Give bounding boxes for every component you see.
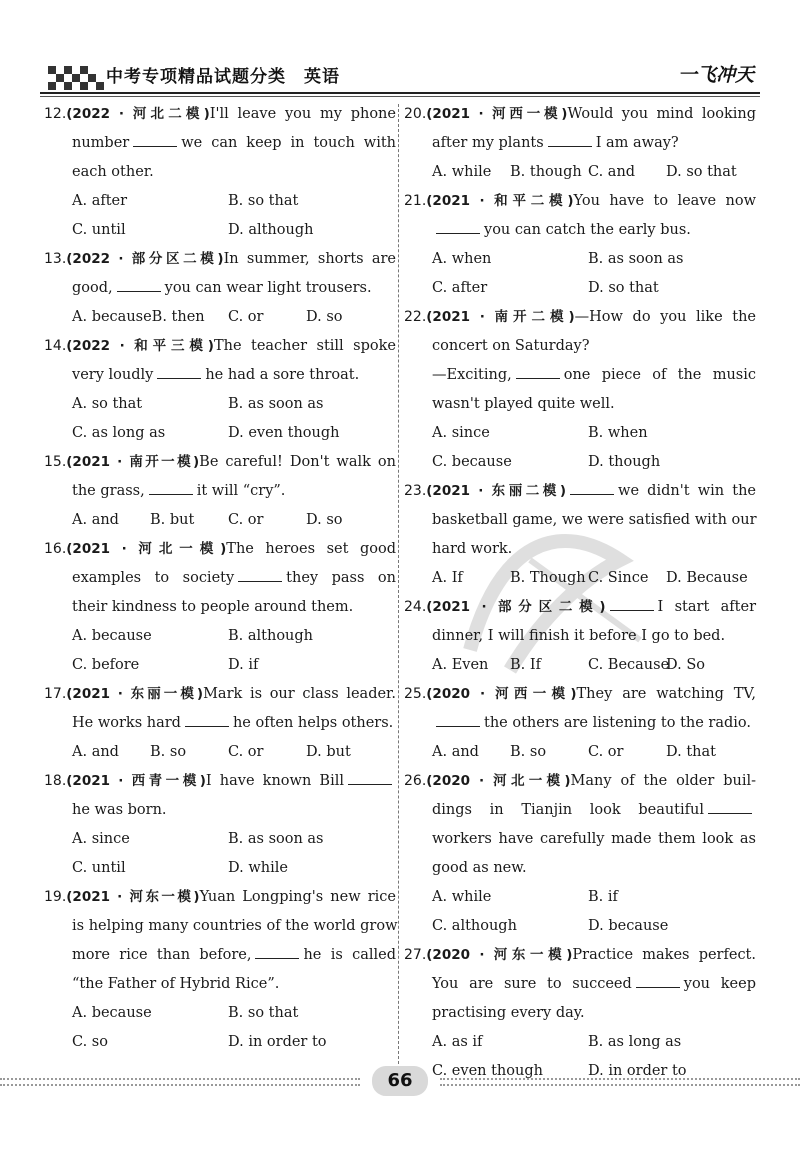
- header-title: 中考专项精品试题分类 英语: [106, 67, 340, 87]
- option-a[interactable]: A. after: [72, 193, 128, 209]
- question-text: “the Father of Hybrid Rice”.: [72, 976, 280, 992]
- answer-options: [404, 448, 756, 477]
- question-text: Many of the older buil-: [570, 773, 756, 789]
- question-text: The teacher still spoke: [213, 338, 396, 354]
- option-b[interactable]: B. when: [588, 425, 648, 441]
- page-header: [40, 52, 760, 94]
- option-d[interactable]: D. in order to: [588, 1063, 687, 1079]
- question-text: Yuan Longping's new rice: [199, 889, 396, 905]
- answer-options: [404, 883, 756, 912]
- option-c[interactable]: C. or: [228, 744, 264, 760]
- question-text: more rice than before,: [72, 947, 252, 963]
- question-text: In summer, shorts are: [223, 251, 396, 267]
- answer-blank[interactable]: [149, 479, 193, 495]
- answer-options: [404, 1028, 756, 1057]
- question-source: (2020 · 河北一模): [426, 773, 571, 789]
- column-divider: [398, 104, 399, 1064]
- answer-options: [44, 216, 396, 245]
- question-text: we didn't win the: [618, 483, 756, 499]
- question-text: very loudly: [72, 367, 154, 383]
- question-27: [404, 941, 756, 1086]
- right-column: [404, 100, 756, 1086]
- question-22: [404, 303, 756, 477]
- question-text: he had a sore throat.: [205, 367, 360, 383]
- answer-options: [404, 564, 756, 593]
- question-number: 24.: [404, 599, 427, 615]
- question-text: dinner, I will finish it before I go to bed.: [432, 628, 726, 644]
- question-text: each other.: [72, 164, 154, 180]
- option-d[interactable]: D. but: [306, 744, 351, 760]
- option-c[interactable]: C. so: [72, 1034, 108, 1050]
- answer-options: [44, 825, 396, 854]
- answer-options: [44, 419, 396, 448]
- option-a[interactable]: A. while: [432, 889, 492, 905]
- option-b[interactable]: B. as soon as: [228, 396, 324, 412]
- answer-blank[interactable]: [157, 363, 201, 379]
- answer-blank[interactable]: [133, 131, 177, 147]
- option-b[interactable]: B. Though: [510, 570, 586, 586]
- footer-decoration: [440, 1078, 800, 1086]
- question-text: the others are listening to the radio.: [484, 715, 752, 731]
- question-number: 26.: [404, 773, 427, 789]
- question-text: practising every day.: [432, 1005, 585, 1021]
- option-d[interactable]: D. So: [666, 657, 705, 673]
- option-a[interactable]: A. and: [72, 512, 119, 528]
- option-a[interactable]: A. since: [432, 425, 490, 441]
- question-text: their kindness to people around them.: [72, 599, 354, 615]
- answer-options: [44, 651, 396, 680]
- option-c[interactable]: C. before: [72, 657, 140, 673]
- option-c[interactable]: C. as long as: [72, 425, 166, 441]
- question-26: [404, 767, 756, 941]
- answer-options: [44, 390, 396, 419]
- question-text: Practice makes perfect.: [572, 947, 756, 963]
- question-text: good as new.: [432, 860, 527, 876]
- question-text: we can keep in touch with: [181, 135, 396, 151]
- answer-blank[interactable]: [117, 276, 161, 292]
- option-d[interactable]: D. that: [666, 744, 716, 760]
- option-c[interactable]: C. because: [432, 454, 512, 470]
- option-c[interactable]: C. even though: [432, 1063, 543, 1079]
- option-c[interactable]: C. and: [588, 164, 636, 180]
- question-number: 12.: [44, 106, 67, 122]
- question-text: after my plants: [432, 135, 544, 151]
- answer-options: [404, 651, 756, 680]
- answer-blank[interactable]: [238, 566, 282, 582]
- answer-options: [44, 622, 396, 651]
- question-number: 17.: [44, 686, 67, 702]
- option-a[interactable]: A. If: [432, 570, 463, 586]
- answer-options: [44, 303, 396, 332]
- option-a[interactable]: A. since: [72, 831, 130, 847]
- option-b[interactable]: B. as soon as: [228, 831, 324, 847]
- question-text: I'll leave you my phone: [209, 106, 396, 122]
- option-c[interactable]: C. until: [72, 222, 126, 238]
- question-text: I start after: [657, 599, 756, 615]
- option-b[interactable]: B. although: [228, 628, 314, 644]
- header-rule-thin: [40, 96, 760, 97]
- answer-options: [44, 506, 396, 535]
- answer-blank[interactable]: [610, 595, 654, 611]
- question-source: (2021 · 南开一模): [66, 454, 200, 470]
- question-text: Be careful! Don't walk on: [199, 454, 396, 470]
- question-text: number: [72, 135, 130, 151]
- question-24: [404, 593, 756, 680]
- question-text: dings in Tianjin look beautiful: [432, 802, 704, 818]
- option-b[interactable]: B. If: [510, 657, 541, 673]
- question-text: the grass,: [72, 483, 145, 499]
- option-b[interactable]: B. if: [588, 889, 618, 905]
- question-text: —How do you like the: [574, 309, 756, 325]
- answer-options: [404, 738, 756, 767]
- option-c[interactable]: C. after: [432, 280, 488, 296]
- answer-blank[interactable]: [185, 711, 229, 727]
- option-c[interactable]: C. or: [228, 309, 264, 325]
- answer-blank[interactable]: [348, 769, 392, 785]
- question-number: 27.: [404, 947, 427, 963]
- question-text: he was born.: [72, 802, 167, 818]
- question-source: (2021 · 东丽二模): [426, 483, 567, 499]
- option-d[interactable]: D. so: [306, 309, 343, 325]
- question-text: one piece of the music: [563, 367, 756, 383]
- option-a[interactable]: A. because: [72, 1005, 152, 1021]
- question-text: he often helps others.: [232, 715, 394, 731]
- left-column: [44, 100, 396, 1057]
- question-number: 22.: [404, 309, 427, 325]
- question-13: [44, 245, 396, 332]
- option-b[interactable]: B. though: [510, 164, 582, 180]
- option-d[interactable]: D. if: [228, 657, 259, 673]
- question-20: [404, 100, 756, 187]
- question-text: examples to society: [72, 570, 235, 586]
- question-text: they pass on: [286, 570, 396, 586]
- option-b[interactable]: B. so: [510, 744, 547, 760]
- answer-options: [44, 187, 396, 216]
- answer-blank[interactable]: [636, 972, 680, 988]
- question-number: 20.: [404, 106, 427, 122]
- question-source: (2021 · 西青一模): [66, 773, 206, 789]
- question-source: (2022 · 部分区二模): [66, 251, 224, 267]
- option-c[interactable]: C. Because: [588, 657, 670, 673]
- question-source: (2022 · 和平三模): [66, 338, 214, 354]
- question-text: is helping many countries of the world grow: [72, 918, 398, 934]
- question-text: hard work.: [432, 541, 513, 557]
- answer-options: [404, 419, 756, 448]
- question-25: [404, 680, 756, 767]
- option-a[interactable]: A. so that: [72, 396, 143, 412]
- question-text: it will “cry”.: [196, 483, 286, 499]
- option-a[interactable]: A. Even: [432, 657, 489, 673]
- question-number: 15.: [44, 454, 67, 470]
- question-text: You are sure to succeed: [432, 976, 632, 992]
- option-d[interactable]: D. so that: [588, 280, 659, 296]
- answer-blank[interactable]: [548, 131, 592, 147]
- question-text: you can catch the early bus.: [484, 222, 691, 238]
- option-a-b[interactable]: A. becauseB. then: [72, 309, 205, 325]
- option-c[interactable]: C. or: [228, 512, 264, 528]
- page-footer: [0, 1066, 800, 1096]
- option-a[interactable]: A. as if: [432, 1034, 483, 1050]
- question-source: (2021 · 和平二模): [426, 193, 574, 209]
- question-text: good,: [72, 280, 113, 296]
- option-b[interactable]: B. as soon as: [588, 251, 684, 267]
- question-text: He works hard: [72, 715, 181, 731]
- answer-blank[interactable]: [255, 943, 299, 959]
- question-source: (2021 · 东丽一模): [66, 686, 204, 702]
- question-number: 13.: [44, 251, 67, 267]
- question-16: [44, 535, 396, 680]
- option-a[interactable]: A. because: [72, 628, 152, 644]
- question-source: (2022 · 河北二模): [66, 106, 210, 122]
- question-number: 25.: [404, 686, 427, 702]
- question-18: [44, 767, 396, 883]
- answer-options: [404, 912, 756, 941]
- question-number: 21.: [404, 193, 427, 209]
- option-b[interactable]: B. so that: [228, 193, 299, 209]
- question-17: [44, 680, 396, 767]
- option-b[interactable]: B. so: [150, 744, 187, 760]
- option-d[interactable]: D. Because: [666, 570, 748, 586]
- option-b[interactable]: B. but: [150, 512, 195, 528]
- question-text: wasn't played quite well.: [432, 396, 615, 412]
- option-c[interactable]: C. Since: [588, 570, 649, 586]
- question-text: he is called: [303, 947, 396, 963]
- header-rule: [40, 92, 760, 94]
- question-text: They are watching TV,: [576, 686, 756, 702]
- answer-options: [44, 999, 396, 1028]
- question-15: [44, 448, 396, 535]
- answer-blank[interactable]: [570, 479, 614, 495]
- question-text: workers have carefully made them look as: [432, 831, 756, 847]
- answer-blank[interactable]: [436, 218, 480, 234]
- option-d[interactable]: D. because: [588, 918, 669, 934]
- question-text: basketball game, we were satisfied with our: [432, 512, 757, 528]
- answer-blank[interactable]: [436, 711, 480, 727]
- question-text: concert on Saturday?: [432, 338, 590, 354]
- page-number: 66: [372, 1066, 428, 1096]
- question-text: Would you mind looking: [567, 106, 756, 122]
- option-d[interactable]: D. so: [306, 512, 343, 528]
- question-source: (2021 · 河北一模): [66, 541, 227, 557]
- answer-options: [404, 158, 756, 187]
- question-number: 23.: [404, 483, 427, 499]
- option-b[interactable]: B. so that: [228, 1005, 299, 1021]
- option-d[interactable]: D. while: [228, 860, 288, 876]
- answer-options: [44, 1028, 396, 1057]
- question-19: [44, 883, 396, 1057]
- option-b[interactable]: B. as long as: [588, 1034, 682, 1050]
- option-d[interactable]: D. even though: [228, 425, 340, 441]
- option-a[interactable]: A. and: [72, 744, 119, 760]
- question-source: (2021 · 河东一模): [66, 889, 200, 905]
- question-text: I am away?: [595, 135, 679, 151]
- question-number: 18.: [44, 773, 67, 789]
- question-23: [404, 477, 756, 593]
- answer-options: [44, 854, 396, 883]
- answer-options: [404, 274, 756, 303]
- option-a[interactable]: A. and: [432, 744, 479, 760]
- answer-options: [404, 245, 756, 274]
- question-text: I have known Bill: [205, 773, 344, 789]
- question-text: Mark is our class leader.: [203, 686, 396, 702]
- question-12: [44, 100, 396, 245]
- question-source: (2021 · 部分区二模): [426, 599, 606, 615]
- question-source: (2020 · 河西一模): [426, 686, 577, 702]
- answer-options: [44, 738, 396, 767]
- option-a[interactable]: A. while: [432, 164, 492, 180]
- question-text: you keep: [683, 976, 756, 992]
- option-c[interactable]: C. although: [432, 918, 517, 934]
- question-text: The heroes set good: [226, 541, 396, 557]
- question-21: [404, 187, 756, 303]
- header-brand: 一飞冲天: [677, 64, 754, 86]
- option-d[interactable]: D. though: [588, 454, 661, 470]
- option-d[interactable]: D. in order to: [228, 1034, 327, 1050]
- footer-decoration: [0, 1078, 360, 1086]
- option-d[interactable]: D. although: [228, 222, 314, 238]
- option-d[interactable]: D. so that: [666, 164, 737, 180]
- question-text: You have to leave now: [573, 193, 756, 209]
- question-text: —Exciting,: [432, 367, 512, 383]
- question-14: [44, 332, 396, 448]
- answer-blank[interactable]: [708, 798, 752, 814]
- question-number: 19.: [44, 889, 67, 905]
- question-number: 16.: [44, 541, 67, 557]
- question-source: (2021 · 河西一模): [426, 106, 568, 122]
- option-c[interactable]: C. or: [588, 744, 624, 760]
- question-number: 14.: [44, 338, 67, 354]
- question-text: you can wear light trousers.: [164, 280, 372, 296]
- question-source: (2021 · 南开二模): [426, 309, 575, 325]
- answer-blank[interactable]: [516, 363, 560, 379]
- question-source: (2020 · 河东一模): [426, 947, 573, 963]
- option-c[interactable]: C. until: [72, 860, 126, 876]
- option-a[interactable]: A. when: [432, 251, 492, 267]
